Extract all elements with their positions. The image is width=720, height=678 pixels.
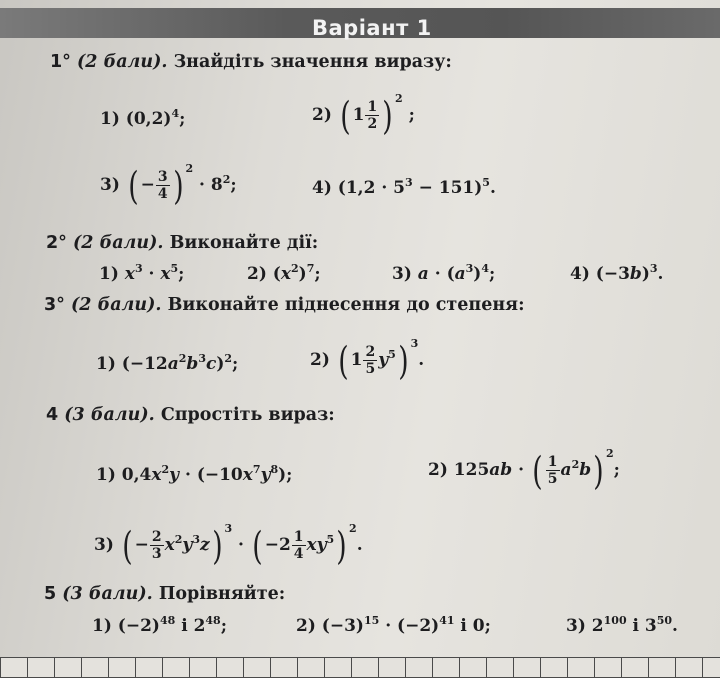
fraction-2-5: $\frac{2}{5}$ <box>365 344 376 377</box>
task5-number: 5 <box>44 584 57 604</box>
task2-points: (2 бали). <box>73 233 164 253</box>
task4-prompt: Спростіть вираз: <box>160 405 335 425</box>
task1-prompt: Знайдіть значення виразу: <box>173 52 452 72</box>
task1-item2: 2) ( 1 $\frac{1}{2}$ ) $^2$ ; <box>312 92 415 138</box>
fraction-1-5: $\frac{1}{5}$ <box>547 454 558 487</box>
task2-item1: 1) $x^3 \cdot x^5$; <box>99 262 185 284</box>
task3-prompt: Виконайте піднесення до степеня: <box>167 295 525 315</box>
task4-item1: 1) $0,4x^2y \cdot (-10x^7y^8)$; <box>96 463 293 485</box>
task1-points: (2 бали). <box>77 52 168 72</box>
fraction-3-4: $\frac{3}{4}$ <box>157 169 168 202</box>
answer-grid <box>0 657 720 678</box>
fraction-1-2: $\frac{1}{2}$ <box>367 99 378 132</box>
task2-item2: 2) $(x^2)^7$; <box>247 262 321 284</box>
task4-number: 4 <box>46 405 59 425</box>
task5-item3: 3) $2^{100}$ і $3^{50}$. <box>566 614 678 636</box>
task2-item3: 3) $a \cdot (a^3)^4$; <box>392 262 496 284</box>
task4-heading <box>46 405 335 425</box>
task3-points: (2 бали). <box>71 295 162 315</box>
task5-heading <box>44 584 285 604</box>
task1-item4: 4) $(1,2 \cdot 5^3 - 151)^5$. <box>312 176 496 198</box>
task4-item3: 3) ( − $\frac{2}{3}$ $x^2y^3z$) $^3$ · ( −2 $\frac{1}{4}$ $xy^5$) $^2$. <box>94 522 363 568</box>
task1-heading <box>50 52 452 72</box>
task5-prompt: Порівняйте: <box>158 584 286 604</box>
task2-number: 2° <box>46 233 67 253</box>
task3-heading <box>44 295 525 315</box>
task1-item3: 3) ( − $\frac{3}{4}$ ) $^2 \cdot 8^2$; <box>100 162 237 208</box>
task3-item2: 2) ( 1 $\frac{2}{5}$ $y^5$) $^3$. <box>310 337 425 383</box>
variant-title: Варіант 1 <box>312 16 432 40</box>
task4-points: (3 бали). <box>64 405 155 425</box>
task2-item4: 4) $(-3b)^3$. <box>570 262 664 284</box>
task5-points: (3 бали). <box>62 584 153 604</box>
task2-prompt: Виконайте дії: <box>169 233 319 253</box>
task1-number: 1° <box>50 52 71 72</box>
task5-item1: 1) $(-2)^{48}$ і $2^{48}$; <box>92 614 227 636</box>
task3-number: 3° <box>44 295 65 315</box>
task2-heading <box>46 233 318 253</box>
task1-item1: 1) $(0,2)^4$; <box>100 107 186 129</box>
fraction-1-4: $\frac{1}{4}$ <box>293 529 304 562</box>
task3-item1: 1) $(-12a^2b^3c)^2$; <box>96 352 239 374</box>
task5-item2: 2) $(-3)^{15} \cdot (-2)^{41}$ і 0; <box>296 614 491 636</box>
task4-item2: 2) 125ab · ( $\frac{1}{5}$ $a^2b$) $^2$; <box>428 447 620 493</box>
variant-header-bar <box>0 8 720 38</box>
fraction-2-3: $\frac{2}{3}$ <box>151 529 162 562</box>
